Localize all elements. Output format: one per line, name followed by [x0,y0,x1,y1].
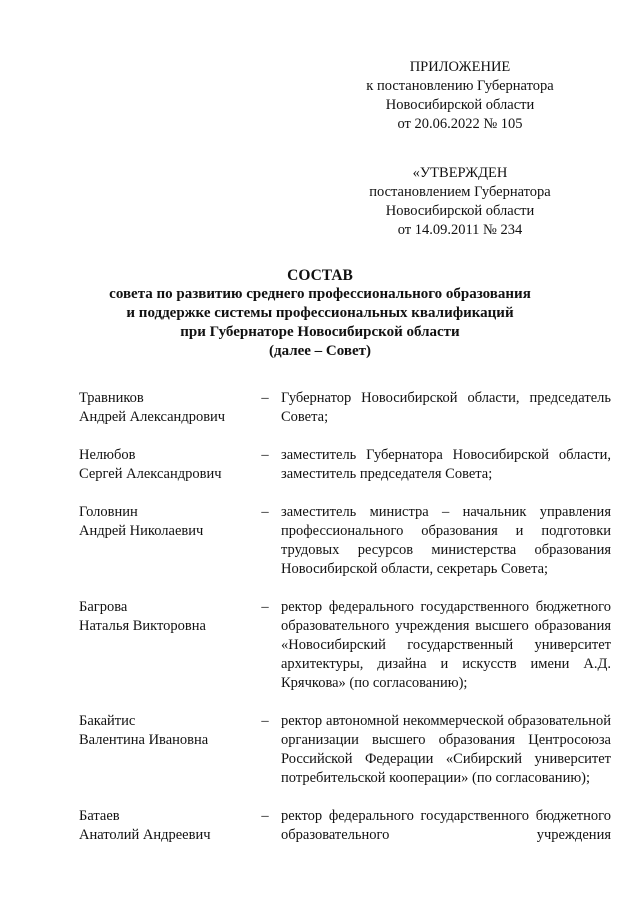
member-row [79,503,611,579]
member-dash: – [261,599,269,615]
member-surname: Травников [79,390,144,406]
member-role [281,807,611,845]
approved-line-1: постановлением Губернатора [369,184,551,200]
member-row [79,598,611,693]
member-name [79,807,255,845]
member-dash: – [261,504,269,520]
member-role-text: ректор федерального государственного бюджетного образовательного учреждения высшего образования «Новосибирский государственный университет архитектуры, дизайна и искусств имени А.Д. Крячкова» (по согласованию); [281,599,611,691]
title-line-3: при Губернаторе Новосибирской области [180,324,460,340]
appendix-line-1: к постановлению Губернатора [366,78,554,94]
member-row [79,446,611,484]
member-role-text: Губернатор Новосибирской области, председатель Совета; [281,390,611,425]
member-role [281,598,611,693]
title-main: СОСТАВ [287,267,353,284]
approved-heading: «УТВЕРЖДЕН [412,165,508,181]
member-role [281,712,611,788]
approved-line-3: от 14.09.2011 № 234 [397,222,523,238]
member-role [281,446,611,484]
member-name [79,598,255,693]
member-surname: Батаев [79,808,120,824]
member-surname: Нелюбов [79,447,136,463]
member-role [281,389,611,427]
member-given-name: Наталья Викторовна [79,618,206,634]
appendix-line-3: от 20.06.2022 № 105 [397,116,523,132]
member-name [79,712,255,788]
appendix-header [330,58,590,134]
member-dash: – [261,390,269,406]
member-given-name: Андрей Александрович [79,409,226,425]
member-role-text: заместитель Губернатора Новосибирской области, заместитель председателя Совета; [281,447,611,482]
appendix-line-2: Новосибирской области [385,97,535,113]
member-name [79,503,255,579]
title-line-2: и поддержке системы профессиональных квалификаций [126,305,514,321]
member-dash: – [261,808,269,824]
member-given-name: Сергей Александрович [79,466,222,482]
member-given-name: Андрей Николаевич [79,523,204,539]
member-name [79,446,255,484]
title-line-4: (далее – Совет) [268,343,372,359]
member-surname: Багрова [79,599,128,615]
member-row [79,389,611,427]
member-given-name: Анатолий Андреевич [79,827,211,843]
member-dash: – [261,713,269,729]
member-surname: Головнин [79,504,138,520]
member-row [79,807,611,845]
member-surname: Бакайтис [79,713,136,729]
member-list [79,389,611,864]
title-line-1: совета по развитию среднего профессионального образования [109,286,531,302]
approved-header [330,164,590,240]
member-given-name: Валентина Ивановна [79,732,209,748]
member-role-text: ректор автономной некоммерческой образовательной организации высшего образования Центросоюза Российской Федерации «Сибирский университет потребительской кооперации» (по согласованию); [281,713,611,786]
member-dash: – [261,447,269,463]
member-role [281,503,611,579]
document-title [60,266,580,361]
member-role-text: заместитель министра – начальник управления профессионального образования и подготовки трудовых ресурсов министерства образования Новосибирской области, секретарь Совета; [281,504,611,577]
appendix-heading: ПРИЛОЖЕНИЕ [409,59,511,75]
member-name [79,389,255,427]
member-row [79,712,611,788]
member-role-text: ректор федерального государственного бюджетного образовательного учреждения [281,808,611,843]
approved-line-2: Новосибирской области [385,203,535,219]
